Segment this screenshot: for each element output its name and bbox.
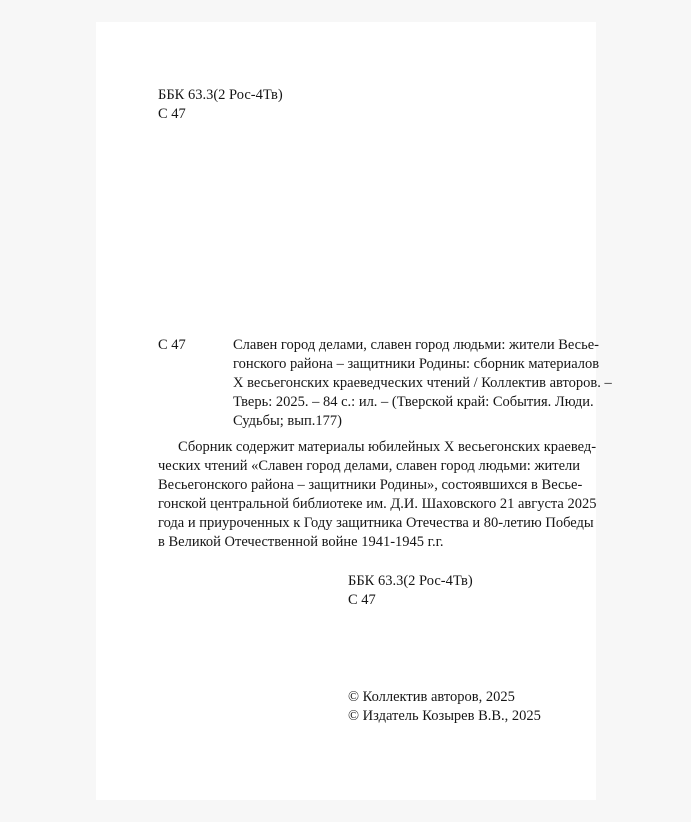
annotation — [158, 438, 597, 552]
catalog-entry-line: Тверь: 2025. – 84 с.: ил. – (Тверской край: События. Люди. — [233, 394, 594, 410]
annotation-line: гонской центральной библиотеке им. Д.И. Шаховского 21 августа 2025 — [158, 496, 597, 512]
copyright-authors: © Коллектив авторов, 2025 — [348, 689, 515, 705]
catalog-entry-text — [233, 336, 612, 431]
annotation-line: в Великой Отечественной войне 1941-1945 г.г. — [158, 534, 444, 550]
catalog-entry-line: Славен город делами, славен город людьми: жители Весье- — [233, 337, 599, 353]
annotation-line: Сборник содержит материалы юбилейных Х весьегонских краевед- — [178, 439, 597, 455]
catalog-entry-line: гонского района – защитники Родины: сборник материалов — [233, 356, 600, 372]
annotation-line: Весьегонского района – защитники Родины», состоявшихся в Весье- — [158, 477, 583, 493]
top-author-sign: С 47 — [158, 106, 186, 122]
book-page — [96, 22, 612, 800]
catalog-entry-line: Х весьегонских краеведческих чтений / Коллектив авторов. – — [233, 375, 612, 391]
bottom-author-sign: С 47 — [348, 592, 376, 608]
annotation-line: ческих чтений «Славен город делами, славен город людьми: жители — [158, 458, 581, 474]
annotation-line: года и приуроченных к Году защитника Отечества и 80-летию Победы — [158, 515, 594, 531]
top-bbk-code: ББК 63.3(2 Рос-4Тв) — [158, 87, 283, 103]
entry-author-sign: С 47 — [158, 337, 186, 353]
bottom-bbk-code: ББК 63.3(2 Рос-4Тв) — [348, 573, 473, 589]
copyright-publisher: © Издатель Козырев В.В., 2025 — [348, 708, 541, 724]
catalog-entry-line: Судьбы; вып.177) — [233, 413, 342, 429]
